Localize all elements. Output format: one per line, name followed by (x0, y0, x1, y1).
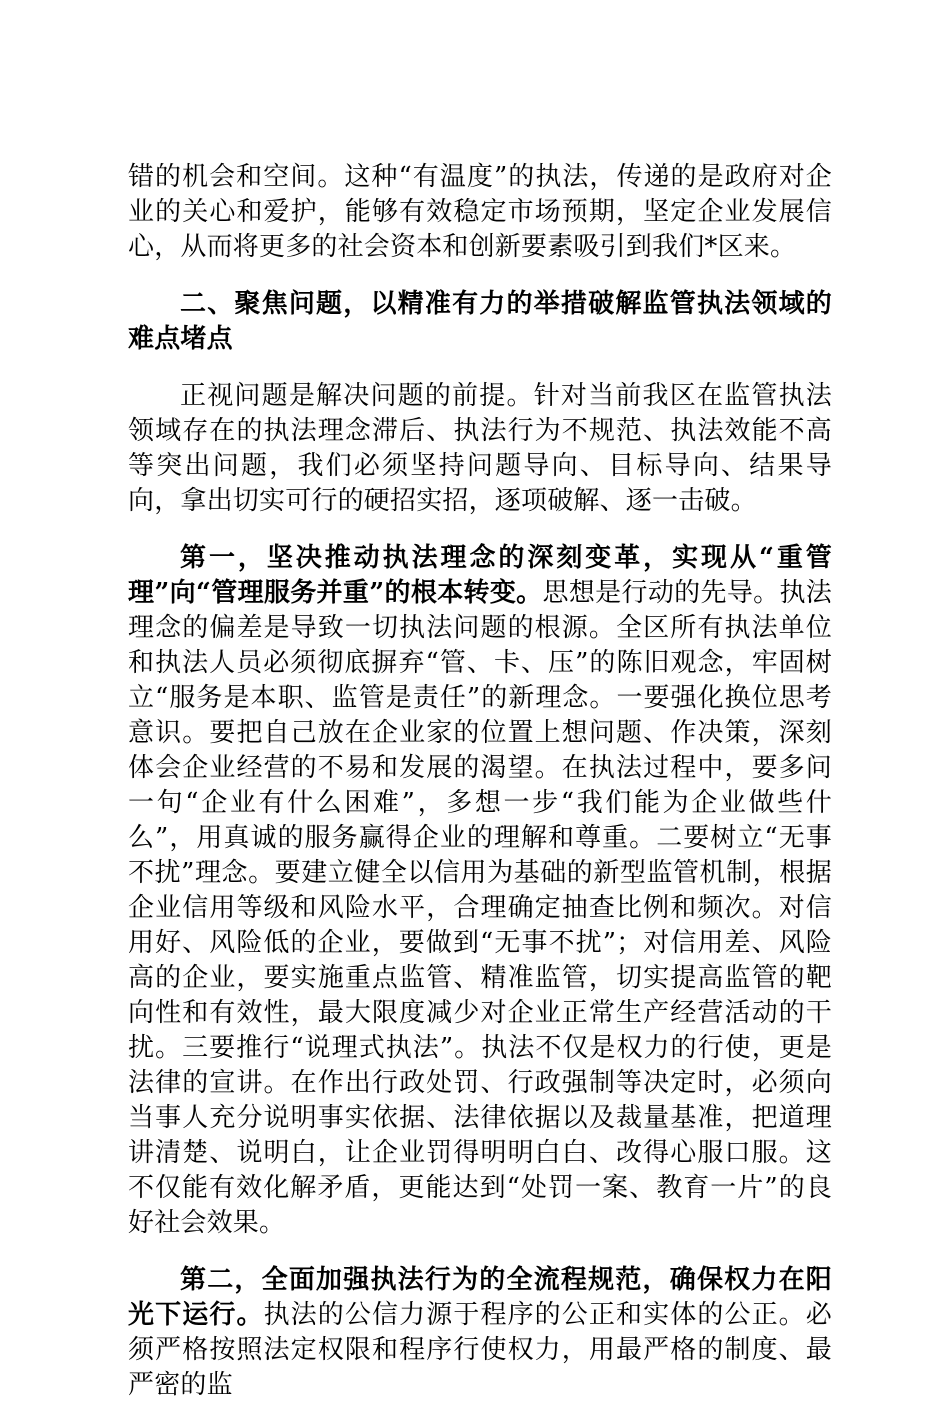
document-body (128, 160, 832, 1403)
paragraph-second-measure (128, 1263, 832, 1403)
paragraph-problem-intro: 正视问题是解决问题的前提。针对当前我区在监管执法领域存在的执法理念滞后、执法行为不规范、执法效能不高等突出问题，我们必须坚持问题导向、目标导向、结果导向，拿出切实可行的硬招实招，逐项破解、逐一击破。 (128, 381, 832, 516)
paragraph-lead-sentence: 第一，坚决推动执法理念的深刻变革，实现从“重管理”向“管理服务并重”的根本转变。 (128, 543, 832, 608)
paragraph-lead-sentence: 第二，全面加强执法行为的全流程规范，确保权力在阳光下运行。 (128, 1265, 832, 1330)
paragraph-body-text: 执法的公信力源于程序的公正和实体的公正。必须严格按照法定权限和程序行使权力，用最严格的制度、最严密的监 (128, 1300, 832, 1400)
paragraph-first-measure (128, 541, 832, 1241)
section-heading: 二、聚焦问题，以精准有力的举措破解监管执法领域的难点堵点 (128, 289, 832, 354)
paragraph-body-text: 思想是行动的先导。执法理念的偏差是导致一切执法问题的根源。全区所有执法单位和执法人员必须彻底摒弃“管、卡、压”的陈旧观念，牢固树立“服务是本职、监管是责任”的新理念。一要强化换位思考意识。要把自己放在企业家的位置上想问题、作决策，深刻体会企业经营的不易和发展的渴望。在执法过程中，要多问一句“企业有什么困难”，多想一步“我们能为企业做些什么”，用真诚的服务赢得企业的理解和尊重。二要树立“无事不扰”理念。要建立健全以信用为基础的新型监管机制，根据企业信用等级和风险水平，合理确定抽查比例和频次。对信用好、风险低的企业，要做到“无事不扰”；对信用差、风险高的企业，要实施重点监管、精准监管，切实提高监管的靶向性和有效性，最大限度减少对企业正常生产经营活动的干扰。三要推行“说理式执法”。执法不仅是权力的行使，更是法律的宣讲。在作出行政处罚、行政强制等决定时，必须向当事人充分说明事实依据、法律依据以及裁量基准，把道理讲清楚、说明白，让企业罚得明明白白、改得心服口服。这不仅能有效化解矛盾，更能达到“处罚一案、教育一片”的良好社会效果。 (128, 578, 833, 1238)
paragraph-continuation: 错的机会和空间。这种“有温度”的执法，传递的是政府对企业的关心和爱护，能够有效稳定市场预期，坚定企业发展信心，从而将更多的社会资本和创新要素吸引到我们*区来。 (128, 162, 832, 262)
